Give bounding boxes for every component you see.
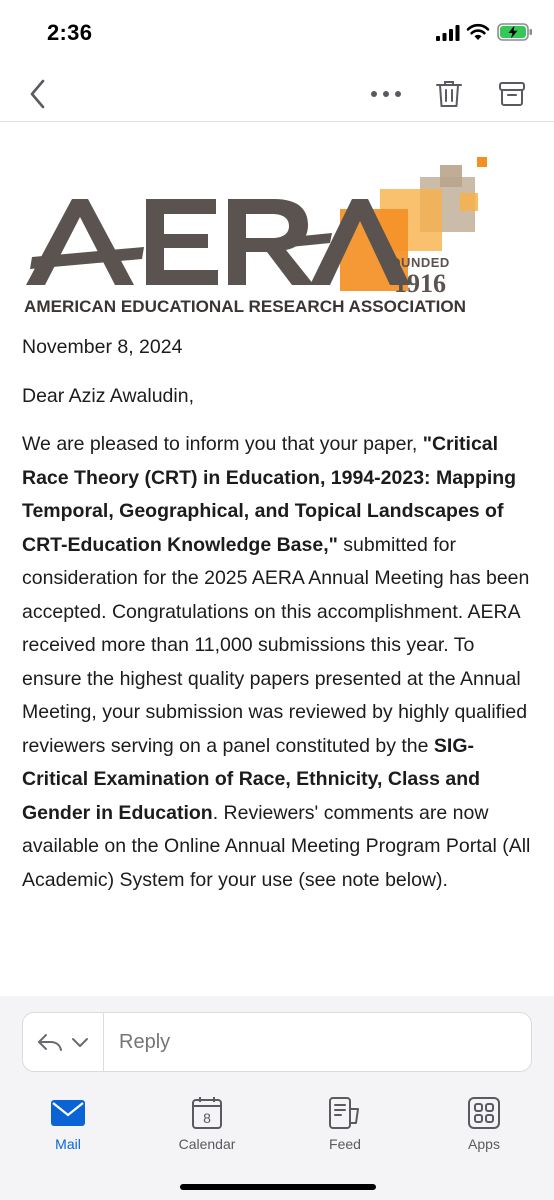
tab-apps-label: Apps [468,1136,500,1152]
aera-logo [22,137,492,317]
calendar-day: 8 [203,1110,211,1126]
battery-charging-icon [497,22,533,42]
archive-icon [498,80,526,108]
reply-options-button[interactable] [23,1013,104,1071]
chevron-down-icon [71,1036,89,1048]
tab-calendar-label: Calendar [178,1136,236,1152]
paper-title: "Critical Race Theory (CRT) in Education, 1994-2023: Mapping Temporal, Geographical, and Topical Landscapes of CRT-Education Knowledge Base," [22,433,517,556]
tab-calendar[interactable] [162,1096,252,1156]
tab-mail-label: Mail [55,1136,81,1152]
calendar-icon [192,1097,222,1129]
reply-area [0,996,554,1088]
mail-icon [51,1100,85,1126]
feed-icon [328,1097,362,1129]
trash-icon [435,79,463,109]
tab-feed[interactable] [300,1096,390,1156]
tab-feed-label: Feed [329,1136,361,1152]
tab-apps[interactable] [439,1096,529,1156]
paragraph-intro: We are pleased to inform you that your paper, [22,433,423,455]
wifi-icon [466,22,490,42]
cellular-signal-icon [436,25,460,41]
email-body [0,123,554,996]
reply-icon [37,1032,63,1052]
email-greeting: Dear Aziz Awaludin, [22,384,194,407]
email-message [22,331,538,912]
tab-bar [0,1088,554,1200]
apps-icon [468,1097,500,1129]
chevron-left-icon [28,79,48,109]
email-paragraph [22,428,538,897]
email-toolbar [0,66,554,122]
logo-founded-label: FOUNDED [382,255,450,270]
email-date: November 8, 2024 [22,336,183,358]
more-horizontal-icon [370,90,402,98]
sig-name: SIG-Critical Examination of Race, Ethnicity, Class and Gender in Education [22,734,481,824]
paragraph-middle: submitted for consideration for the 2025 AERA Annual Meeting has been accepted. Congratulations on this accomplishment. AERA received more than 11,000 submissions this year. To ensure the highest quality papers presented at the Annual Meeting, your submission was reviewed by highly qualified reviewers serving on a panel constituted by the [22,533,530,757]
reply-box [22,1012,532,1072]
logo-founded-year: 1916 [394,269,446,298]
paragraph-end: . Reviewers' comments are now available on the Online Annual Meeting Program Portal (All Academic) System for your use (see note below). [22,801,531,891]
tab-mail[interactable] [23,1096,113,1156]
home-indicator [180,1184,376,1190]
archive-button[interactable] [492,74,532,114]
more-options-button[interactable] [366,74,406,114]
reply-input[interactable] [119,1031,509,1054]
logo-organization-name: AMERICAN EDUCATIONAL RESEARCH ASSOCIATION [24,298,466,316]
back-button[interactable] [18,74,58,114]
status-bar [0,0,554,66]
delete-button[interactable] [429,74,469,114]
status-time: 2:36 [47,20,93,45]
